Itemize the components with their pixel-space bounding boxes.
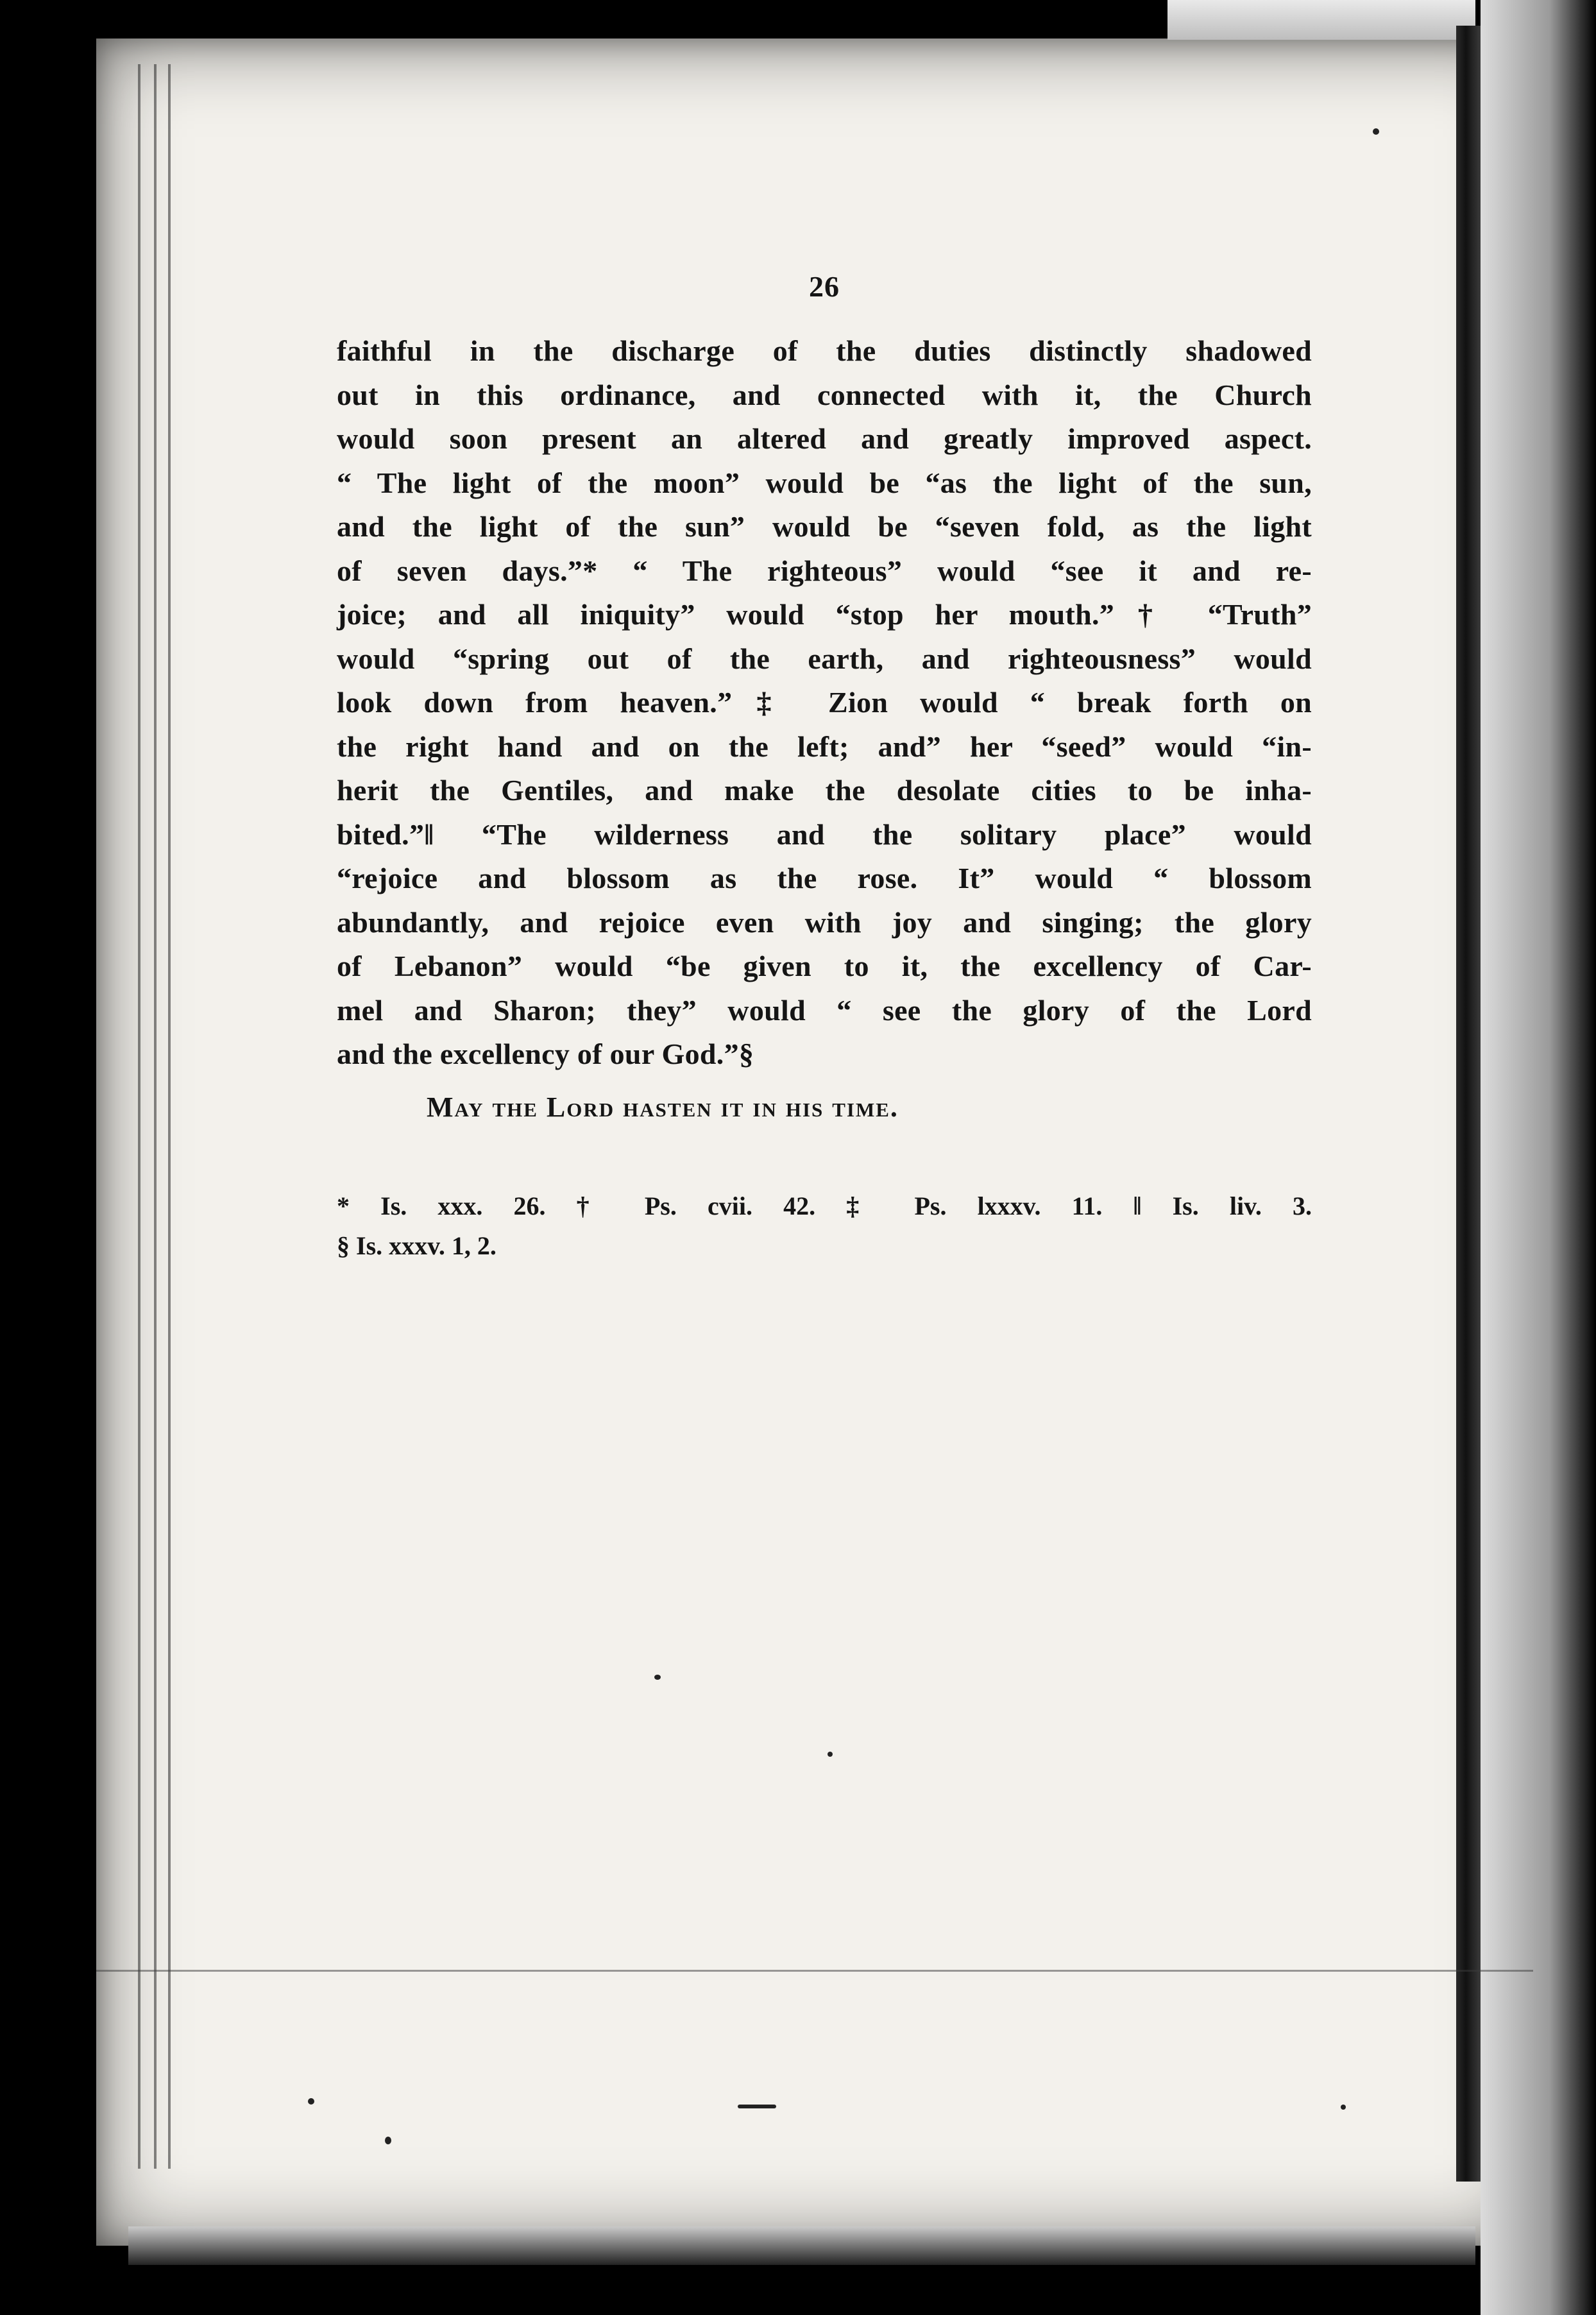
- speck: [828, 1752, 833, 1757]
- page-number: 26: [809, 270, 840, 303]
- text-line: look down from heaven.”‡ Zion would “ break forth on: [337, 686, 1312, 719]
- text-line: bited.”‖ “The wilderness and the solitary place” would: [337, 817, 1312, 851]
- closing-line: May the Lord hasten it in his time.: [427, 1091, 899, 1123]
- footnotes: [337, 1186, 1312, 1266]
- page-edge-line: [138, 64, 140, 2169]
- page-content: [337, 269, 1312, 1266]
- speck: [1373, 128, 1379, 135]
- text-line: of seven days.”* “ The righteous” would “see it and re-: [337, 554, 1312, 587]
- scan-edge-top: [1167, 0, 1475, 40]
- text-line: would “spring out of the earth, and righteousness” would: [337, 642, 1312, 675]
- speck: [385, 2137, 391, 2144]
- text-line: herit the Gentiles, and make the desolate cities to be inha-: [337, 774, 1312, 807]
- text-line: and the excellency of our God.”§: [337, 1038, 754, 1070]
- book-binding: [1456, 26, 1481, 2182]
- scan-fold-line: [96, 1970, 1533, 1972]
- footnote-line: § Is. xxxv. 1, 2.: [337, 1231, 497, 1260]
- page-edge-line: [168, 64, 171, 2169]
- text-line: “rejoice and blossom as the rose. It” would “ blossom: [337, 862, 1312, 894]
- text-line: “ The light of the moon” would be “as the light of the sun,: [337, 466, 1312, 499]
- speck: [308, 2098, 314, 2105]
- body-text: [337, 329, 1312, 1077]
- scan-edge-bottom: [128, 2226, 1475, 2265]
- speck: [654, 1675, 661, 1680]
- page-edge-line: [154, 64, 157, 2169]
- text-line: the right hand and on the left; and” her “seed” would “in-: [337, 730, 1312, 763]
- text-line: of Lebanon” would “be given to it, the excellency of Car-: [337, 950, 1312, 982]
- text-line: joice; and all iniquity” would “stop her mouth.”† “Truth”: [337, 598, 1312, 631]
- text-line: faithful in the discharge of the duties distinctly shadowed: [337, 334, 1312, 367]
- ink-mark: [738, 2105, 776, 2108]
- text-line: mel and Sharon; they” would “ see the glory of the Lord: [337, 993, 1312, 1027]
- speck: [1341, 2105, 1346, 2110]
- text-line: abundantly, and rejoice even with joy and singing; the glory: [337, 905, 1312, 939]
- facing-page-edge: [1481, 0, 1596, 2315]
- text-line: would soon present an altered and greatly improved aspect.: [337, 422, 1312, 455]
- text-line: out in this ordinance, and connected with it, the Church: [337, 378, 1312, 411]
- footnote-line: * Is. xxx. 26. † Ps. cvii. 42. ‡ Ps. lxxxv. 11. ‖ Is. liv. 3.: [337, 1191, 1312, 1220]
- text-line: and the light of the sun” would be “seven fold, as the light: [337, 510, 1312, 543]
